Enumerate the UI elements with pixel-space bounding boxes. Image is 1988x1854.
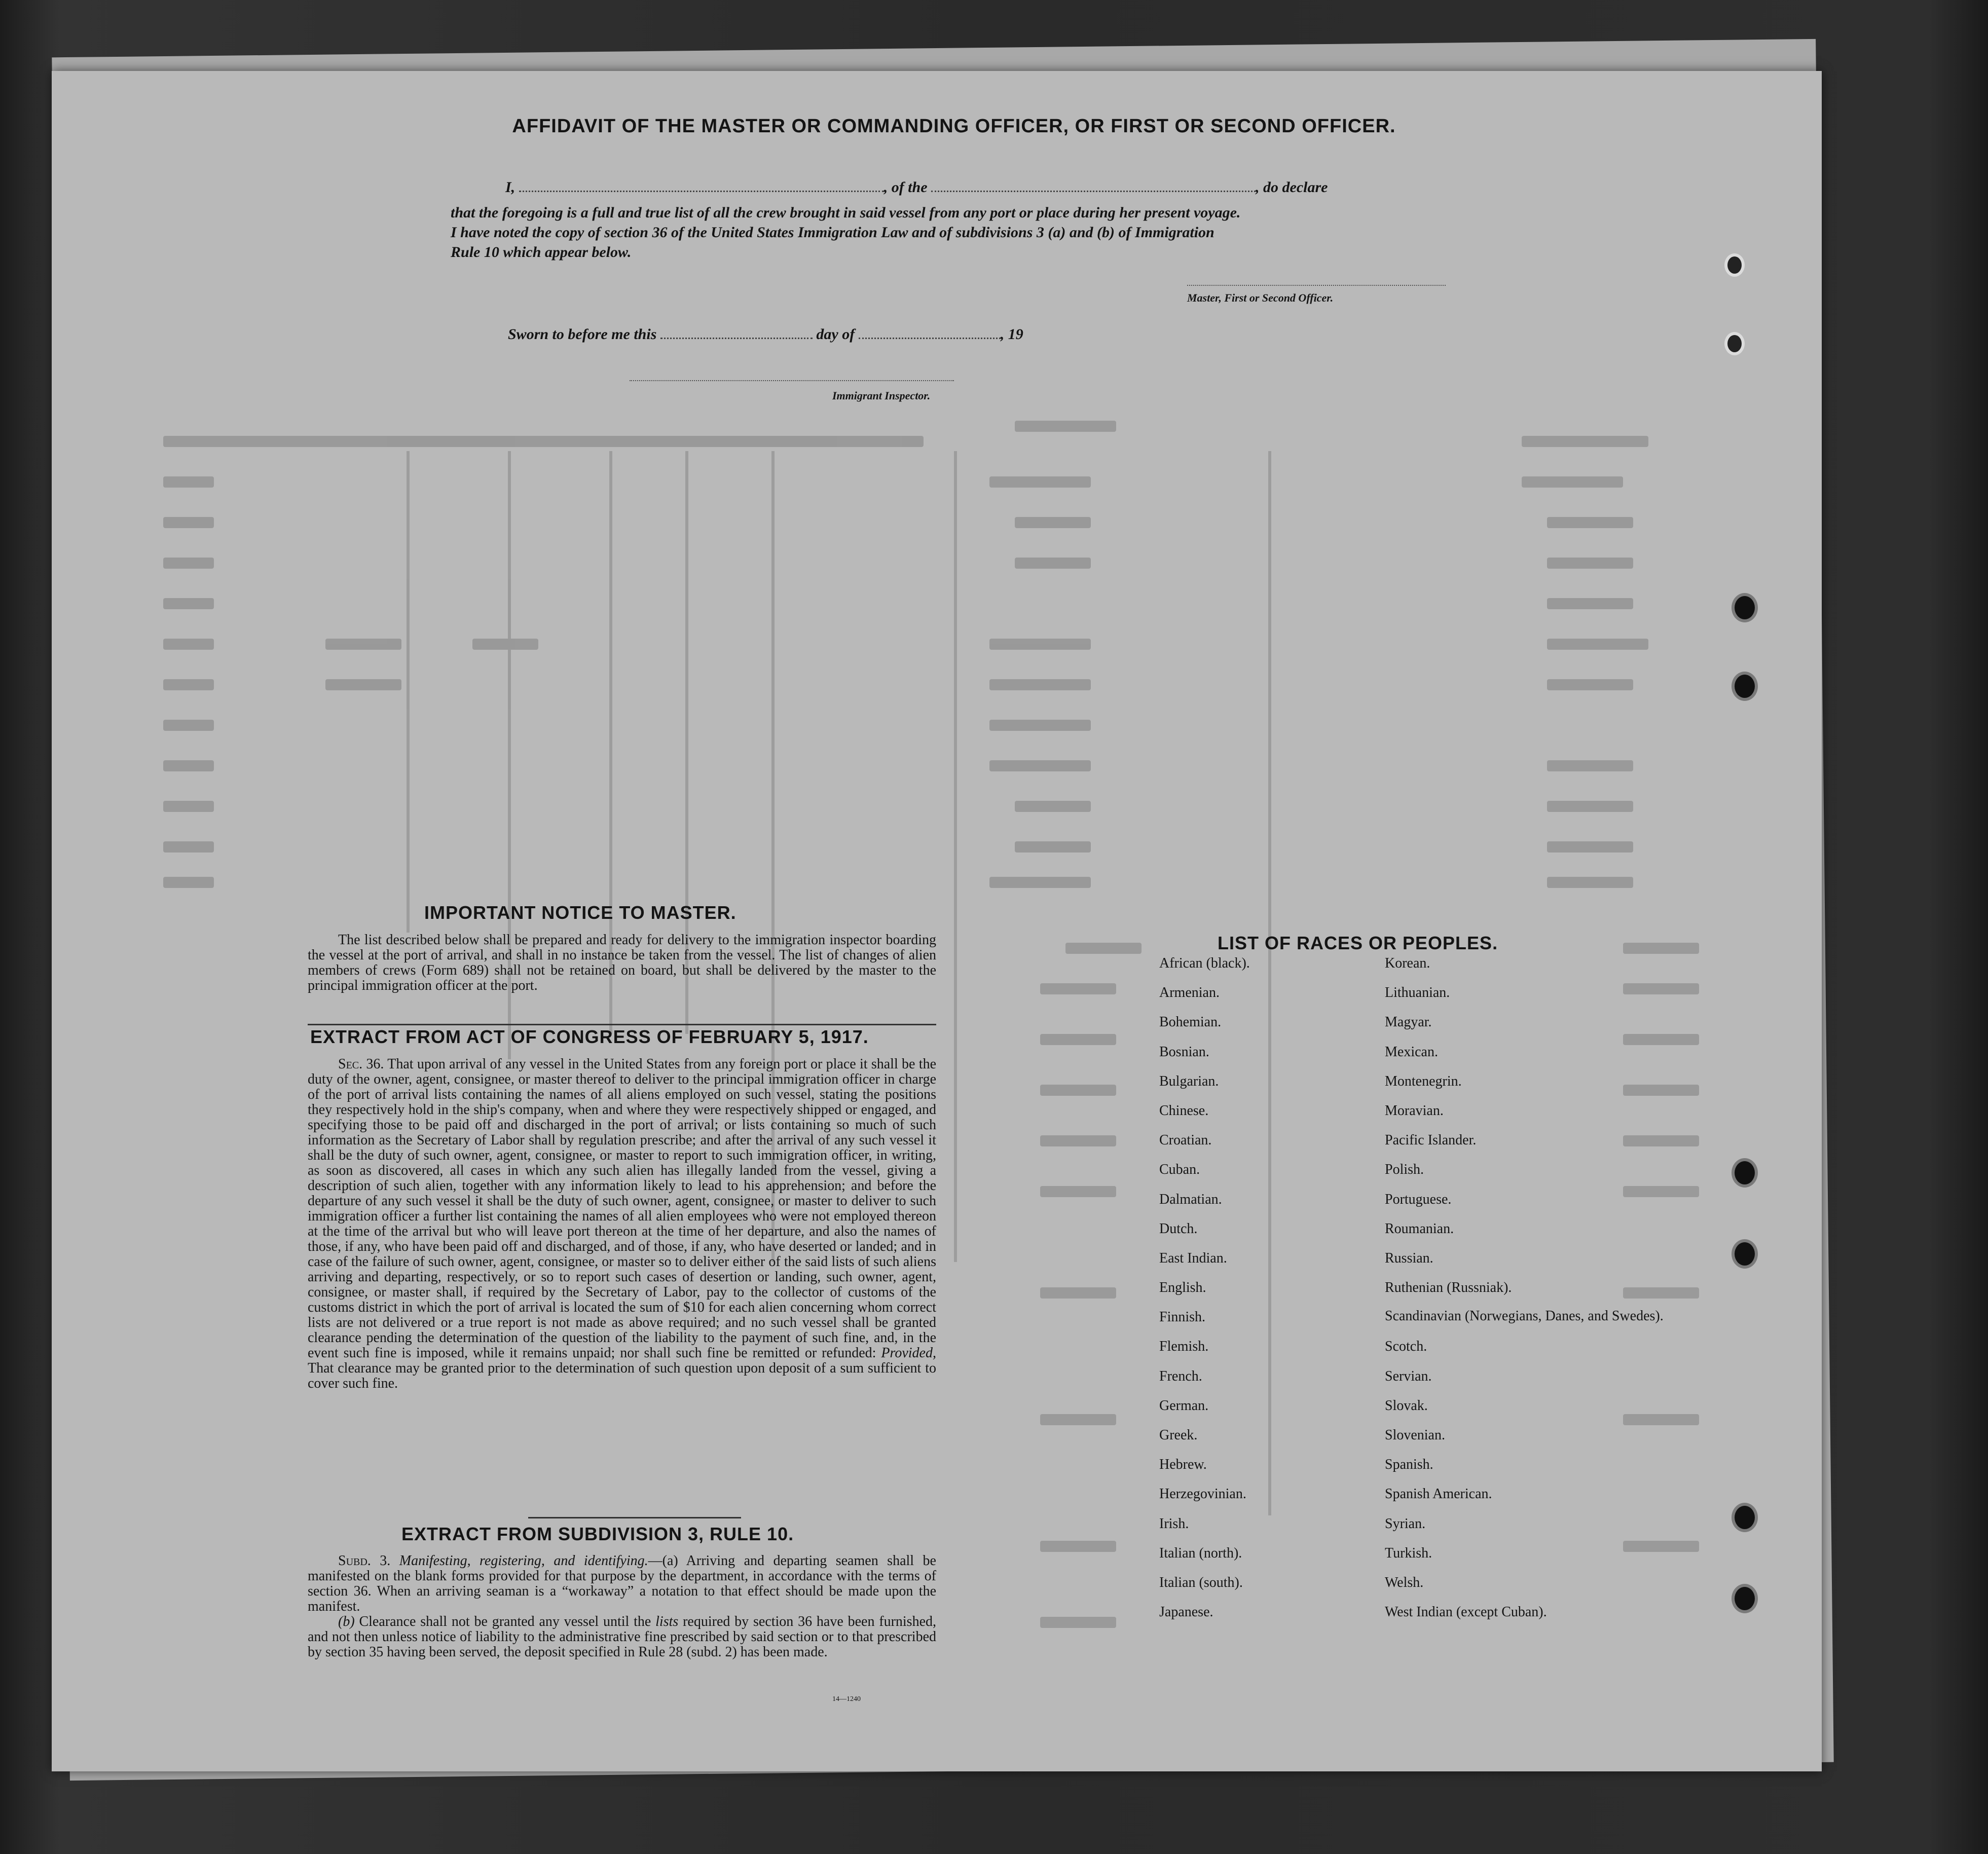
ghost-text xyxy=(1040,1617,1116,1628)
race-item: Spanish. xyxy=(1385,1457,1433,1473)
ghost-text xyxy=(1040,983,1116,994)
subdivision-title: EXTRACT FROM SUBDIVISION 3, RULE 10. xyxy=(401,1524,794,1544)
ghost-text xyxy=(1040,1287,1116,1299)
year-label: , 19 xyxy=(1000,326,1023,343)
act-body-end: That clearance may be granted prior to the determination of such question upon deposit of a sum sufficient to cover such fine. xyxy=(308,1360,936,1391)
ghost-text xyxy=(1547,558,1633,569)
affidavit-i-label: I, xyxy=(505,179,516,196)
ghost-text xyxy=(163,476,214,488)
binder-hole xyxy=(1732,1239,1758,1269)
race-item: Irish. xyxy=(1159,1515,1189,1532)
sworn-line xyxy=(508,326,1023,343)
ghost-text xyxy=(1015,801,1091,812)
race-item: Japanese. xyxy=(1159,1604,1213,1620)
divider xyxy=(528,1517,741,1518)
race-item: Italian (south). xyxy=(1159,1574,1243,1590)
race-item: Greek. xyxy=(1159,1427,1198,1443)
ghost-text xyxy=(1547,639,1648,650)
race-item: Scandinavian (Norwegians, Danes, and Swedes). xyxy=(1385,1308,1664,1324)
ghost-text xyxy=(1065,943,1142,954)
affidavit-line-4: Rule 10 which appear below. xyxy=(451,244,632,261)
race-item: French. xyxy=(1159,1368,1202,1384)
master-caption: Master, First or Second Officer. xyxy=(1187,291,1334,304)
race-item: Mexican. xyxy=(1385,1044,1438,1060)
subdivision-b xyxy=(308,1614,936,1660)
subdivision-b-text-1: Clearance shall not be granted any vessel until the xyxy=(359,1614,651,1629)
ghost-text xyxy=(1547,841,1633,852)
race-item: Servian. xyxy=(1385,1368,1432,1384)
binder-hole xyxy=(1724,253,1745,277)
form-number: 14—1240 xyxy=(832,1695,861,1703)
race-item: East Indian. xyxy=(1159,1250,1227,1266)
races-left-column xyxy=(1159,955,1372,1634)
act-body: That upon arrival of any vessel in the United States from any foreign port or place it shall be the duty of the owner, agent, consignee, or master thereof to deliver to the principal immigration officer in charge of the port of arrival lists containing the names of all aliens employed on such vessel, stating the positions they respectively hold in the ship's company, when and where they were respectively shipped or engaged, and specifying those to be paid off and discharged in the port of arrival; or lists containing so much of such information as the Secretary of Labor shall by regulation prescribe; and after the arrival of any such vessel it shall be the duty of such owner, agent, consignee, or master to report to such immigration officer, in writing, as soon as discovered, all cases in which any such alien has illegally landed from the vessel, giving a description of such alien, together with any information likely to lead to his apprehension; and before the departure of any such vessel it shall be the duty of such owner, agent, consignee, or master to deliver to such immigration officer a further list containing the names of all alien employees who were not employed thereon at the time of the arrival but who will leave port thereon at the time of her departure, and also the names of those, if any, who have been paid off and discharged, and of those, if any, who have deserted or landed; and in case of the failure of such owner, agent, consignee, or master so to deliver either of the said lists of such aliens arriving and departing, respectively, or so to report such cases of desertion or landing, such owner, agent, consignee, or master shall, if required by the Secretary of Labor, pay to the collector of customs of the customs district in which the port of arrival is located the sum of $10 for each alien concerning whom correct lists are not delivered or a true report is not made as above required; and no such vessel shall be granted clearance pending the determination of the question of the liability to the payment of such fine, and, in the event such fine is imposed, while it remains unpaid; nor shall such fine be remitted or refunded: xyxy=(308,1056,936,1361)
ghost-text xyxy=(1040,1034,1116,1045)
subdivision-b-label: (b) xyxy=(338,1614,355,1629)
race-item: Welsh. xyxy=(1385,1574,1424,1590)
race-item: Scotch. xyxy=(1385,1339,1427,1355)
ghost-text xyxy=(989,760,1091,771)
act-title: EXTRACT FROM ACT OF CONGRESS OF FEBRUARY 5, 1917. xyxy=(310,1026,869,1047)
race-item: Portuguese. xyxy=(1385,1191,1452,1207)
ghost-text xyxy=(163,436,924,447)
notice-text: The list described below shall be prepared and ready for delivery to the immigration inspector boarding the vessel at the port of arrival, and shall in no instance be taken from the vessel. The list of changes of alien members of crews (Form 689) shall not be retained on board, but shall be delivered by the master to the principal immigration officer at the port. xyxy=(308,932,936,993)
ghost-text xyxy=(1015,517,1091,528)
subdivision-label: Subd. 3. xyxy=(338,1553,391,1569)
affidavit-line-1 xyxy=(505,179,1328,196)
affidavit-line-2: that the foregoing is a full and true list of all the crew brought in said vessel from any port or place during her present voyage. xyxy=(451,204,1241,221)
binder-hole xyxy=(1732,1503,1758,1532)
master-signature-line xyxy=(1187,284,1446,286)
races-title: LIST OF RACES OR PEOPLES. xyxy=(1218,933,1498,953)
race-item: Russian. xyxy=(1385,1250,1433,1266)
race-item: Moravian. xyxy=(1385,1102,1444,1119)
ghost-text xyxy=(325,679,401,690)
binder-hole xyxy=(1732,1584,1758,1613)
race-item: Croatian. xyxy=(1159,1132,1212,1148)
ghost-text xyxy=(1015,558,1091,569)
document-page xyxy=(52,71,1822,1771)
act-text xyxy=(308,1057,936,1391)
race-item: Lithuanian. xyxy=(1385,985,1450,1001)
ghost-text xyxy=(163,801,214,812)
race-item: Magyar. xyxy=(1385,1014,1432,1030)
race-item: West Indian (except Cuban). xyxy=(1385,1604,1547,1620)
subdivision-b-text-2: required by section 36 have been furnished, and not then unless notice of liability to the administrative fine prescribed by said section or to that prescribed by section 35 having been served, the deposit specified in Rule 28 (subd. 2) has been made. xyxy=(308,1614,937,1660)
section-label: Sec. 36. xyxy=(338,1056,384,1072)
subdivision-paragraph xyxy=(308,1553,936,1660)
race-item: Slovak. xyxy=(1385,1397,1428,1414)
race-item: Dutch. xyxy=(1159,1220,1198,1237)
subdivision-a xyxy=(308,1553,936,1614)
race-item: Bohemian. xyxy=(1159,1014,1222,1030)
race-item: Finnish. xyxy=(1159,1309,1206,1325)
day-blank xyxy=(660,326,813,339)
race-item: African (black). xyxy=(1159,955,1250,971)
ghost-text xyxy=(1040,1085,1116,1096)
races-right-column xyxy=(1385,955,1689,1634)
inspector-caption: Immigrant Inspector. xyxy=(832,389,931,402)
ghost-text xyxy=(163,639,214,650)
subdivision-heading: Manifesting, registering, and identifying. xyxy=(399,1553,648,1569)
race-item: Flemish. xyxy=(1159,1339,1209,1355)
ghost-text xyxy=(163,720,214,731)
race-item: Ruthenian (Russniak). xyxy=(1385,1280,1512,1296)
ghost-text xyxy=(163,877,214,888)
race-item: Turkish. xyxy=(1385,1545,1432,1561)
ghost-text xyxy=(472,639,538,650)
notice-title: IMPORTANT NOTICE TO MASTER. xyxy=(424,902,737,923)
ghost-rule xyxy=(954,451,957,1262)
race-item: Dalmatian. xyxy=(1159,1191,1222,1207)
ghost-text xyxy=(1547,517,1633,528)
race-item: Syrian. xyxy=(1385,1515,1426,1532)
sworn-label: Sworn to before me this xyxy=(508,326,657,343)
binder-hole xyxy=(1732,672,1758,701)
race-item: Cuban. xyxy=(1159,1162,1200,1178)
ghost-text xyxy=(989,720,1091,731)
binder-hole xyxy=(1724,332,1745,355)
race-item: Polish. xyxy=(1385,1162,1424,1178)
ghost-text xyxy=(1547,598,1633,609)
race-item: English. xyxy=(1159,1280,1206,1296)
ghost-text xyxy=(1040,1414,1116,1425)
ghost-text xyxy=(989,476,1091,488)
race-item: Herzegovinian. xyxy=(1159,1486,1246,1502)
subdivision-a-text: —(a) Arriving and departing seamen shall be manifested on the blank forms provided for that purpose by the department, in accordance with the terms of section 36. When an arriving seaman is a “workaway” a notation to that effect should be made upon the manifest. xyxy=(308,1553,936,1614)
race-item: Roumanian. xyxy=(1385,1220,1454,1237)
inspector-signature-line xyxy=(630,379,954,381)
ghost-text xyxy=(163,760,214,771)
binder-hole xyxy=(1732,1158,1758,1188)
ghost-text xyxy=(163,679,214,690)
ghost-text xyxy=(1015,841,1091,852)
month-blank xyxy=(859,326,1001,339)
race-item: Hebrew. xyxy=(1159,1457,1207,1473)
race-item: Chinese. xyxy=(1159,1102,1209,1119)
day-of-label: day of xyxy=(816,326,855,343)
name-blank xyxy=(519,179,884,192)
subdivision-b-lists: lists xyxy=(655,1614,679,1629)
ghost-text xyxy=(163,517,214,528)
ghost-text xyxy=(989,679,1091,690)
vessel-blank xyxy=(931,179,1256,192)
race-item: Bosnian. xyxy=(1159,1044,1209,1060)
ghost-text xyxy=(989,877,1091,888)
race-item: Korean. xyxy=(1385,955,1430,971)
ghost-text xyxy=(1547,801,1633,812)
ghost-text xyxy=(163,598,214,609)
race-item: Pacific Islander. xyxy=(1385,1132,1477,1148)
race-item: Spanish American. xyxy=(1385,1486,1492,1502)
affidavit-title: AFFIDAVIT OF THE MASTER OR COMMANDING OFFICER, OR FIRST OR SECOND OFFICER. xyxy=(512,116,1396,137)
ghost-text xyxy=(1040,1541,1116,1552)
ghost-text xyxy=(1547,877,1633,888)
ghost-text xyxy=(1040,1186,1116,1197)
ghost-rule xyxy=(407,451,410,933)
ghost-text xyxy=(1522,436,1648,447)
provided-term: Provided, xyxy=(881,1345,936,1361)
ghost-text xyxy=(1547,679,1633,690)
ghost-text xyxy=(1015,421,1116,432)
ghost-text xyxy=(1547,760,1633,771)
ghost-text xyxy=(163,558,214,569)
race-item: Bulgarian. xyxy=(1159,1073,1219,1089)
notice-paragraph xyxy=(308,933,936,993)
ghost-text xyxy=(1623,943,1699,954)
race-item: Slovenian. xyxy=(1385,1427,1445,1443)
race-item: German. xyxy=(1159,1397,1209,1414)
ghost-text xyxy=(1522,476,1623,488)
race-item: Armenian. xyxy=(1159,985,1220,1001)
race-item: Italian (north). xyxy=(1159,1545,1242,1561)
ghost-text xyxy=(1040,1135,1116,1146)
affidavit-declare-label: , do declare xyxy=(1256,179,1328,196)
ghost-text xyxy=(989,639,1091,650)
divider xyxy=(308,1024,936,1025)
binder-hole xyxy=(1732,593,1758,622)
ghost-text xyxy=(163,841,214,852)
race-item: Montenegrin. xyxy=(1385,1073,1462,1089)
affidavit-line-3: I have noted the copy of section 36 of the United States Immigration Law and of subdivisions 3 (a) and (b) of Immigration xyxy=(451,224,1214,241)
act-paragraph xyxy=(308,1057,936,1391)
affidavit-of-label: , of the xyxy=(883,179,928,196)
ghost-text xyxy=(325,639,401,650)
